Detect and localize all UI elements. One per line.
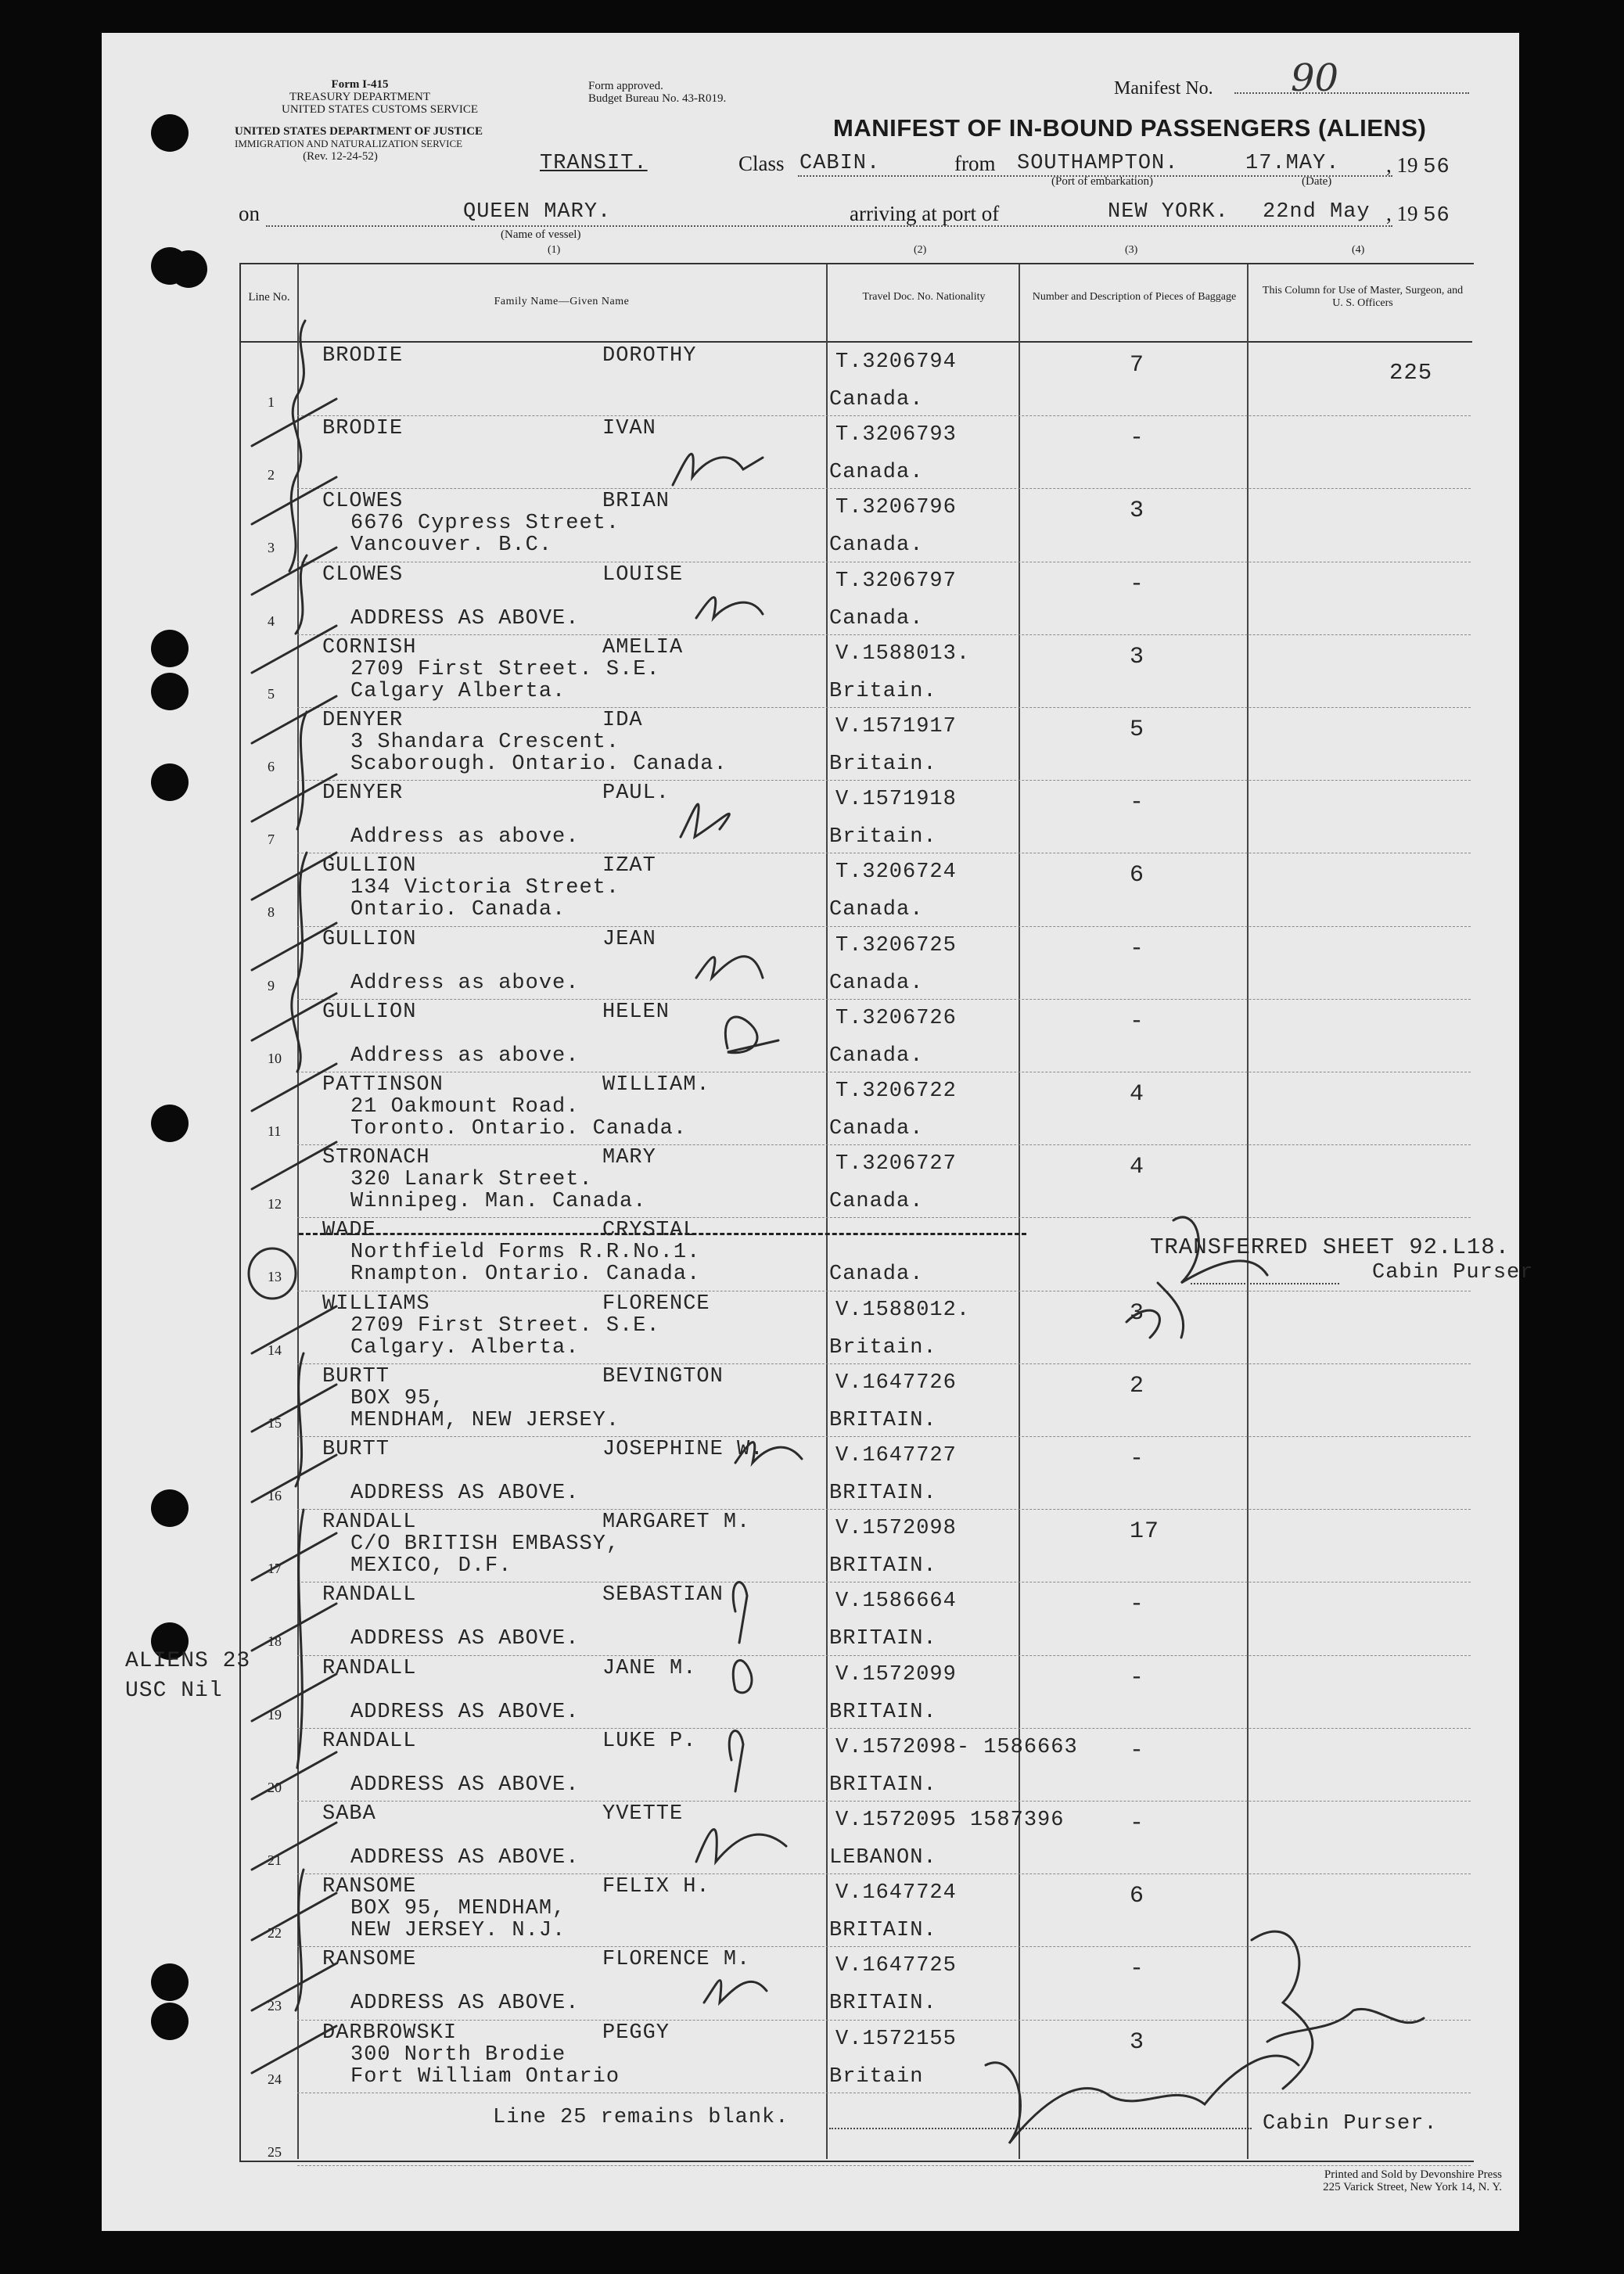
row-family-name: BURTT [322,1364,390,1388]
col-travel-doc: Travel Doc. No. Nationality [862,291,986,303]
family-bracket-randall [297,1510,304,1768]
row-travel-doc: V.1586664 [835,1590,957,1614]
row-baggage: - [1130,425,1145,452]
row-nationality: Canada. [829,898,924,922]
initials-yvette [696,1830,786,1862]
manifest-no-label: Manifest No. [1114,78,1213,99]
row-address-line-2: ADDRESS AS ABOVE. [350,1627,580,1651]
line-tick-marks-3 [252,1533,336,2073]
revision: (Rev. 12-24-52) [303,150,378,163]
row-nationality: Canada. [829,533,924,558]
row-given-name: CRYSTAL [602,1219,697,1243]
row-given-name: PAUL. [602,781,670,806]
row-travel-doc: V.1647724 [835,1881,957,1906]
row-line-number: 10 [268,1050,282,1066]
row-given-name: AMELIA [602,635,684,659]
row-line-number: 24 [268,2071,282,2087]
purser-signature [986,2056,1299,2143]
row-address-line-1: Northfield Forms R.R.No.1. [350,1241,701,1265]
row-given-name: LOUISE [602,562,684,587]
row-line-number: 8 [268,904,275,921]
row-address-line-2: Ontario. Canada. [350,898,566,922]
row-family-name: RANDALL [322,1656,417,1680]
row-travel-doc: T.3206726 [835,1006,957,1030]
line-25-note: Line 25 remains blank. [493,2106,789,2129]
row-address-line-2: Toronto. Ontario. Canada. [350,1117,688,1141]
initials-jean [696,957,763,978]
row-travel-doc: V.1588013. [835,641,971,666]
family-bracket-gullion [292,853,307,1072]
initials-jane [733,1661,752,1693]
department: TREASURY DEPARTMENT [289,91,431,103]
row-address-line-2: Address as above. [350,1044,580,1068]
row-travel-doc: T.3206724 [835,860,957,885]
row-family-name: DENYER [322,781,404,806]
row-family-name: RANDALL [322,1729,417,1753]
row-line-number: 12 [268,1196,282,1212]
approved-text: Form approved. [588,80,663,92]
initials-paul [681,804,729,837]
row-family-name: WILLIAMS [322,1291,430,1316]
row-line-number: 13 [268,1269,282,1285]
col-line-no: Line No. [248,291,290,304]
row-baggage: - [1130,1446,1145,1472]
row-given-name: LUKE P. [602,1729,697,1753]
row-baggage: - [1130,570,1145,598]
row-line-number: 18 [268,1633,282,1650]
col-name: Family Name—Given Name [494,296,630,307]
row-line-number: 1 [268,394,275,410]
row-baggage: 3 [1130,498,1145,525]
date-caption: (Date) [1302,175,1332,188]
row-given-name: DOROTHY [602,344,697,368]
row-travel-doc: V.1572155 [835,2027,957,2051]
row-nationality: BRITAIN. [829,1919,937,1943]
row-given-name: MARY [602,1146,656,1170]
row-given-name: YVETTE [602,1802,684,1826]
row-address-line-2: MENDHAM, NEW JERSEY. [350,1408,620,1432]
row-baggage: 5 [1130,717,1145,743]
row-given-name: BEVINGTON [602,1364,724,1388]
row-family-name: DARBROWSKI [322,2021,458,2045]
row-travel-doc: T.3206722 [835,1080,957,1103]
row-given-name: FELIX H. [602,1875,710,1899]
row-baggage: 3 [1130,643,1145,670]
row-family-name: CORNISH [322,635,417,659]
row-address-line-1: C/O BRITISH EMBASSY, [350,1532,620,1557]
purser-date-scrawl [1267,2009,1424,2042]
row-travel-doc: V.1588012. [835,1298,971,1322]
row-nationality: BRITAIN. [829,1627,937,1651]
row-line-number: 5 [268,685,275,702]
row-family-name: RANSOME [322,1875,417,1899]
row-travel-doc: V.1572095 1587396 [835,1809,1065,1832]
family-bracket-ransome [296,1870,304,2010]
family-bracket-brodie [289,321,305,571]
row-given-name: SEBASTIAN [602,1583,724,1608]
row-line-number: 4 [268,613,275,629]
row-baggage: 4 [1130,1081,1145,1108]
row-nationality: BRITAIN. [829,1700,937,1724]
initials-sebastian [733,1582,747,1643]
initials-helen [725,1017,778,1053]
row-given-name: JEAN [602,927,656,951]
embark-caption: (Port of embarkation) [1051,175,1153,188]
year-value-2: 56 [1423,204,1450,228]
row-address-line-2: Address as above. [350,971,580,995]
row-address-line-2: ADDRESS AS ABOVE. [350,1992,580,2016]
on-label: on [239,202,260,225]
family-bracket-denyer [297,712,307,829]
row-travel-doc: V.1647726 [835,1371,957,1395]
row-line-number: 20 [268,1779,282,1795]
purser-initials-transfer [1158,1217,1267,1338]
row-nationality: Britain. [829,679,937,703]
row-family-name: SABA [322,1802,376,1826]
row-address-line-2: Scaborough. Ontario. Canada. [350,753,728,776]
printer-line-2: 225 Varick Street, New York 14, N. Y. [1323,2181,1502,2193]
row-baggage: - [1130,1591,1145,1618]
row-nationality: Britain. [829,1335,937,1360]
year-prefix-text: , 19 [1386,153,1418,177]
row-family-name: STRONACH [322,1146,430,1170]
budget-text: Budget Bureau No. 43-R019. [588,92,727,105]
justice-dept: UNITED STATES DEPARTMENT OF JUSTICE [235,125,483,138]
row-travel-doc: T.3206794 [835,350,957,374]
row-address-line-1: 320 Lanark Street. [350,1168,593,1192]
row-baggage: - [1130,1008,1145,1035]
row-nationality: Canada. [829,606,924,630]
row-given-name: IZAT [602,854,656,878]
initials-louise [696,598,763,618]
row-family-name: BURTT [322,1438,390,1461]
row-baggage: 7 [1130,352,1145,379]
row-travel-doc: V.1572098- 1586663 [835,1735,1078,1759]
row-baggage: - [1130,1737,1145,1764]
row-address-line-1: 3 Shandara Crescent. [350,731,620,754]
row-nationality: Canada. [829,461,924,485]
row-address-line-2: Address as above. [350,825,580,850]
row-address-line-1: 21 Oakmount Road. [350,1095,580,1119]
row-nationality: BRITAIN. [829,1482,937,1505]
row-baggage: 4 [1130,1154,1145,1181]
row-baggage: 6 [1130,1883,1145,1910]
cabin-purser-13: Cabin Purser [1372,1261,1534,1284]
row-nationality: Britain. [829,753,937,776]
row-officer-note: TRANSFERRED SHEET 92.L18. [1150,1234,1511,1261]
row-baggage: 6 [1130,862,1145,889]
page-title: MANIFEST OF IN-BOUND PASSENGERS (ALIENS) [833,114,1427,142]
row-address-line-1: 134 Victoria Street. [350,876,620,900]
cabin-purser-25: Cabin Purser. [1263,2112,1438,2136]
from-label: from [954,152,996,175]
row-nationality: BRITAIN. [829,1773,937,1797]
row-travel-doc: V.1647727 [835,1444,957,1468]
row-family-name: WADE [322,1219,376,1243]
row-travel-doc: V.1571917 [835,715,957,738]
row-travel-doc: V.1572098 [835,1517,957,1541]
column-2-number: (2) [914,244,927,256]
column-4-number: (4) [1352,244,1365,256]
row-nationality: Canada. [829,1044,924,1068]
arrival-port: NEW YORK. [1108,200,1229,224]
row-baggage: - [1130,789,1145,817]
initials-florence [704,1981,767,2003]
column-1-number: (1) [548,244,561,256]
row-line-number: 2 [268,467,275,483]
row-line-number: 3 [268,540,275,556]
row-line-number: 22 [268,1925,282,1942]
row-line-number: 25 [268,2143,282,2160]
row-officer-note: 225 [1389,360,1433,386]
class-value: CABIN. [799,152,881,175]
row-baggage: - [1130,1664,1145,1691]
row-travel-doc: T.3206793 [835,423,957,447]
row-nationality: Britain. [829,825,937,850]
col-officers: This Column for Use of Master, Surgeon, and U. S. Officers [1262,285,1464,309]
line-tick-marks-2 [252,923,336,1502]
row-given-name: JANE M. [602,1656,697,1680]
row-address-line-1: 300 North Brodie [350,2042,566,2067]
row-address-line-1: BOX 95, MENDHAM, [350,1897,566,1921]
arriving-label: arriving at port of [850,202,1000,225]
row-address-line-2: ADDRESS AS ABOVE. [350,606,580,630]
row-travel-doc: V.1572099 [835,1662,957,1687]
row-baggage: - [1130,935,1145,962]
row-line-number: 14 [268,1342,282,1358]
row-nationality: BRITAIN. [829,1554,937,1579]
row-family-name: BRODIE [322,344,404,368]
date-value: 17.MAY. [1245,152,1340,175]
row-address-line-2: NEW JERSEY. N.J. [350,1919,566,1943]
row-line-number: 11 [268,1123,282,1139]
row-given-name: WILLIAM. [602,1073,710,1097]
row-nationality: Canada. [829,1263,924,1287]
row-address-line-2: Fort William Ontario [350,2064,620,2089]
from-value: SOUTHAMPTON. [1017,152,1179,175]
customs-service: UNITED STATES CUSTOMS SERVICE [282,103,479,116]
row-given-name: FLORENCE M. [602,1948,751,1972]
row-given-name: MARGARET M. [602,1511,751,1535]
aliens-count: ALIENS 23 [125,1649,251,1673]
row-address-line-2: Winnipeg. Man. Canada. [350,1190,647,1214]
manifest-no-value: 90 [1291,56,1339,100]
purser-signature-flourish [1252,1931,1313,2089]
row-line-number: 15 [268,1414,282,1431]
row-address-line-1: 6676 Cypress Street. [350,512,620,536]
row-given-name: HELEN [602,1000,670,1024]
row-nationality: Canada. [829,388,924,411]
row-line-number: 6 [268,759,275,774]
column-3-number: (3) [1125,244,1138,256]
row-address-line-2: Calgary. Alberta. [350,1335,580,1360]
year-value-1: 56 [1423,156,1450,179]
initials-luke [729,1731,743,1791]
row-given-name: IDA [602,709,643,732]
row-given-name: IVAN [602,417,656,441]
row-family-name: RANDALL [322,1583,417,1608]
line-tick-marks [252,399,336,900]
initials-josephine [735,1442,802,1463]
row-nationality: BRITAIN. [829,1992,937,2016]
row-family-name: GULLION [322,1000,417,1024]
year-prefix-text-2: , 19 [1386,202,1418,225]
row-baggage: 3 [1130,1299,1145,1327]
row-given-name: BRIAN [602,490,670,514]
baggage-circle-14 [1126,1310,1159,1338]
row-address-line-2: ADDRESS AS ABOVE. [350,1482,580,1505]
family-bracket-burtt [296,1353,304,1486]
row-nationality: LEBANON. [829,1846,937,1870]
row-travel-doc: V.1647725 [835,1954,957,1978]
form-number: Form I-415 [331,78,389,91]
line-13-circle [249,1248,296,1299]
vessel-caption: (Name of vessel) [501,228,581,241]
row-line-number: 19 [268,1706,282,1723]
row-family-name: GULLION [322,927,417,951]
vessel-name: QUEEN MARY. [463,200,612,224]
row-nationality: BRITAIN. [829,1408,937,1432]
row-travel-doc: V.1571918 [835,788,957,812]
row-address-line-2: ADDRESS AS ABOVE. [350,1700,580,1724]
row-line-number: 17 [268,1561,282,1577]
row-given-name: FLORENCE [602,1291,710,1316]
initials-ivan [673,454,763,485]
row-family-name: CLOWES [322,562,404,587]
row-address-line-1: 2709 First Street. S.E. [350,657,660,681]
row-given-name: JOSEPHINE W. [602,1438,764,1461]
row-nationality: Britain [829,2064,924,2089]
row-address-line-1: 2709 First Street. S.E. [350,1313,660,1338]
row-family-name: CLOWES [322,490,404,514]
row-line-number: 9 [268,977,275,993]
row-travel-doc: T.3206796 [835,496,957,520]
row-address-line-2: ADDRESS AS ABOVE. [350,1846,580,1870]
row-address-line-2: MEXICO, D.F. [350,1554,512,1579]
row-travel-doc: T.3206725 [835,933,957,957]
row-nationality: Canada. [829,1190,924,1214]
row-line-number: 7 [268,832,275,848]
row-baggage: - [1130,1956,1145,1983]
row-baggage: - [1130,1810,1145,1837]
row-given-name: PEGGY [602,2021,670,2045]
row-address-line-2: ADDRESS AS ABOVE. [350,1773,580,1797]
row-family-name: GULLION [322,854,417,878]
row-baggage: 3 [1130,2028,1145,2056]
row-family-name: RANSOME [322,1948,417,1972]
row-address-line-2: Calgary Alberta. [350,679,566,703]
row-baggage: 17 [1130,1518,1160,1546]
row-family-name: BRODIE [322,417,404,441]
row-address-line-2: Rnampton. Ontario. Canada. [350,1263,701,1287]
usc-count: USC Nil [125,1679,223,1703]
row-nationality: Canada. [829,971,924,995]
row-family-name: DENYER [322,709,404,732]
col-baggage: Number and Description of Pieces of Baggage [1032,291,1237,303]
row-address-line-1: BOX 95, [350,1386,445,1410]
row-line-number: 23 [268,1998,282,2014]
row-travel-doc: T.3206797 [835,569,957,593]
row-line-number: 21 [268,1852,282,1868]
arrival-date: 22nd May [1263,200,1371,224]
row-address-line-2: Vancouver. B.C. [350,533,553,558]
row-family-name: PATTINSON [322,1073,444,1097]
row-family-name: RANDALL [322,1511,417,1535]
immigration-service: IMMIGRATION AND NATURALIZATION SERVICE [235,138,463,149]
row-travel-doc: T.3206727 [835,1152,957,1177]
row-baggage: 2 [1130,1372,1145,1399]
class-label: Class [738,152,785,175]
row-nationality: Canada. [829,1117,924,1141]
row-line-number: 16 [268,1488,282,1503]
transit-label: TRANSIT. [540,152,648,175]
printer-line-1: Printed and Sold by Devonshire Press [1324,2168,1502,2181]
